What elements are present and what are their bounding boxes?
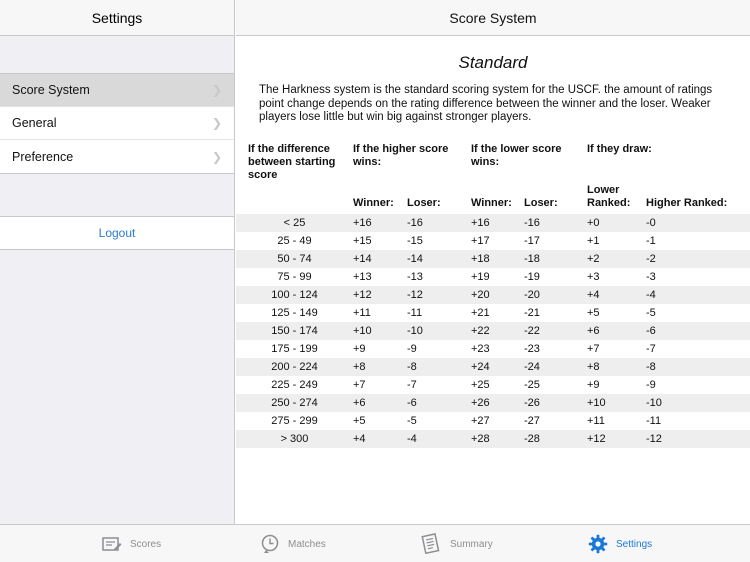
table-cell: -9 xyxy=(646,379,656,391)
table-cell: -8 xyxy=(407,361,417,373)
table-row xyxy=(236,214,750,232)
table-cell: 250 - 274 xyxy=(271,397,318,409)
table-cell: 25 - 49 xyxy=(277,235,312,247)
table-cell: -10 xyxy=(407,325,423,337)
tab-label: Settings xyxy=(616,538,653,550)
summary-icon xyxy=(420,533,442,555)
table-cell: +6 xyxy=(587,325,600,337)
table-cell: +7 xyxy=(353,379,366,391)
menu-item-label: Preference xyxy=(12,149,74,164)
table-cell: -25 xyxy=(524,379,540,391)
table-cell: -10 xyxy=(646,397,662,409)
table-cell: +2 xyxy=(587,253,600,265)
table-cell: -0 xyxy=(646,217,656,229)
table-cell: +9 xyxy=(353,343,366,355)
table-cell: +1 xyxy=(587,235,600,247)
table-cell: -16 xyxy=(524,217,540,229)
table-cell: -5 xyxy=(407,415,417,427)
table-cell: -24 xyxy=(524,361,540,373)
table-cell: +3 xyxy=(587,271,600,283)
header-loser: Loser: xyxy=(407,197,441,209)
table-row xyxy=(236,340,750,358)
table-cell: +19 xyxy=(471,271,490,283)
header-difference: If the difference between starting score xyxy=(248,143,336,181)
table-cell: 175 - 199 xyxy=(271,343,318,355)
header-winner: Winner: xyxy=(471,197,512,209)
tab-summary[interactable] xyxy=(420,525,493,562)
table-cell: -18 xyxy=(524,253,540,265)
table-cell: -20 xyxy=(524,289,540,301)
table-cell: +28 xyxy=(471,433,490,445)
table-cell: -5 xyxy=(646,307,656,319)
header-lower-wins: If the lower score wins: xyxy=(471,143,562,168)
table-cell: -12 xyxy=(407,289,423,301)
table-cell: -2 xyxy=(646,253,656,265)
table-cell: 50 - 74 xyxy=(277,253,312,265)
table-cell: +25 xyxy=(471,379,490,391)
menu-item-label: General xyxy=(12,116,57,130)
table-cell: +11 xyxy=(587,415,605,427)
tab-bar xyxy=(0,524,750,562)
table-cell: -8 xyxy=(646,361,656,373)
score-table-body xyxy=(236,214,750,448)
logout-button[interactable]: Logout xyxy=(98,226,136,240)
table-cell: -14 xyxy=(407,253,423,265)
table-row xyxy=(236,268,750,286)
table-cell: -6 xyxy=(407,397,417,409)
header-winner: Winner: xyxy=(353,197,394,209)
settings-nav-title: Settings xyxy=(0,0,234,36)
score-system-description: The Harkness system is the standard scoring system for the USCF. the amount of ratings point change depends on the rating difference between the winner and the loser. Weaker players lose little but win big against stronger players. xyxy=(259,84,713,123)
gear-icon xyxy=(588,534,608,554)
menu-item-label: Score System xyxy=(12,83,90,97)
table-cell: +10 xyxy=(353,325,372,337)
table-cell: -22 xyxy=(524,325,540,337)
table-cell: > 300 xyxy=(280,433,309,445)
table-cell: -7 xyxy=(407,379,417,391)
table-cell: +12 xyxy=(353,289,372,301)
menu-item-general[interactable] xyxy=(0,107,234,140)
header-higher-wins: If the higher score wins: xyxy=(353,143,449,168)
matches-icon xyxy=(260,534,280,554)
table-cell: -6 xyxy=(646,325,656,337)
table-cell: +17 xyxy=(471,235,490,247)
table-cell: +27 xyxy=(471,415,490,427)
table-cell: +20 xyxy=(471,289,490,301)
table-cell: +15 xyxy=(353,235,372,247)
table-cell: +11 xyxy=(353,307,371,319)
table-cell: 200 - 224 xyxy=(271,361,318,373)
table-cell: +4 xyxy=(353,433,366,445)
table-cell: +24 xyxy=(471,361,490,373)
table-row xyxy=(236,232,750,250)
table-cell: -17 xyxy=(524,235,540,247)
table-cell: +5 xyxy=(353,415,366,427)
table-cell: 100 - 124 xyxy=(271,289,318,301)
tab-label: Scores xyxy=(130,538,162,550)
table-cell: -1 xyxy=(646,235,656,247)
table-cell: +21 xyxy=(471,307,490,319)
menu-item-score-system[interactable] xyxy=(0,74,234,107)
menu-item-preference[interactable] xyxy=(0,140,234,173)
table-cell: -19 xyxy=(524,271,540,283)
table-row xyxy=(236,304,750,322)
table-cell: +12 xyxy=(587,433,606,445)
table-cell: +5 xyxy=(587,307,600,319)
table-cell: -27 xyxy=(524,415,540,427)
table-cell: -3 xyxy=(646,271,656,283)
tab-matches[interactable] xyxy=(260,525,326,562)
tab-label: Matches xyxy=(288,538,326,550)
table-cell: -9 xyxy=(407,343,417,355)
table-cell: -13 xyxy=(407,271,423,283)
table-cell: -16 xyxy=(407,217,423,229)
table-row xyxy=(236,250,750,268)
table-cell: 125 - 149 xyxy=(271,307,318,319)
header-loser: Loser: xyxy=(524,197,558,209)
detail-nav-title: Score System xyxy=(236,0,750,36)
table-cell: +10 xyxy=(587,397,606,409)
tab-label: Summary xyxy=(450,538,493,550)
table-cell: -28 xyxy=(524,433,540,445)
settings-master-pane xyxy=(0,0,235,524)
table-cell: -11 xyxy=(407,307,423,319)
settings-menu xyxy=(0,73,234,174)
table-cell: +18 xyxy=(471,253,490,265)
table-cell: -4 xyxy=(646,289,656,301)
table-cell: 275 - 299 xyxy=(271,415,318,427)
table-cell: < 25 xyxy=(283,217,306,229)
chevron-right-icon: ❯ xyxy=(211,116,222,130)
table-cell: 75 - 99 xyxy=(277,271,312,283)
table-cell: +13 xyxy=(353,271,372,283)
table-cell: +8 xyxy=(587,361,600,373)
table-cell: +7 xyxy=(587,343,600,355)
table-cell: -11 xyxy=(646,415,662,427)
header-higher-ranked: Higher Ranked: xyxy=(646,197,728,209)
table-row xyxy=(236,376,750,394)
table-cell: +0 xyxy=(587,217,600,229)
table-row xyxy=(236,358,750,376)
table-cell: +4 xyxy=(587,289,600,301)
logout-row[interactable] xyxy=(0,216,234,250)
table-cell: +26 xyxy=(471,397,490,409)
table-row xyxy=(236,394,750,412)
scores-icon xyxy=(102,535,122,553)
table-row xyxy=(236,430,750,448)
header-draw: If they draw: xyxy=(587,143,652,155)
table-cell: +16 xyxy=(471,217,490,229)
chevron-right-icon: ❯ xyxy=(211,149,222,164)
table-cell: +14 xyxy=(353,253,372,265)
table-cell: -12 xyxy=(646,433,662,445)
header-empty xyxy=(236,184,353,214)
table-cell: -23 xyxy=(524,343,540,355)
table-cell: -4 xyxy=(407,433,417,445)
table-cell: +23 xyxy=(471,343,490,355)
table-cell: 225 - 249 xyxy=(271,379,318,391)
table-row xyxy=(236,322,750,340)
table-row xyxy=(236,286,750,304)
page-title: Standard xyxy=(458,53,528,72)
table-row xyxy=(236,412,750,430)
table-cell: +22 xyxy=(471,325,490,337)
table-cell: +6 xyxy=(353,397,366,409)
table-cell: -7 xyxy=(646,343,656,355)
table-cell: +8 xyxy=(353,361,366,373)
tab-settings[interactable] xyxy=(588,525,652,562)
score-system-detail-pane xyxy=(236,0,750,524)
table-cell: 150 - 174 xyxy=(271,325,318,337)
table-cell: +9 xyxy=(587,379,600,391)
tab-scores[interactable] xyxy=(102,525,161,562)
score-table xyxy=(236,140,750,448)
chevron-right-icon: ❯ xyxy=(211,83,222,97)
table-cell: -26 xyxy=(524,397,540,409)
table-cell: -21 xyxy=(524,307,540,319)
table-cell: +16 xyxy=(353,217,372,229)
header-lower-ranked: Lower Ranked: xyxy=(587,184,631,209)
table-cell: -15 xyxy=(407,235,423,247)
